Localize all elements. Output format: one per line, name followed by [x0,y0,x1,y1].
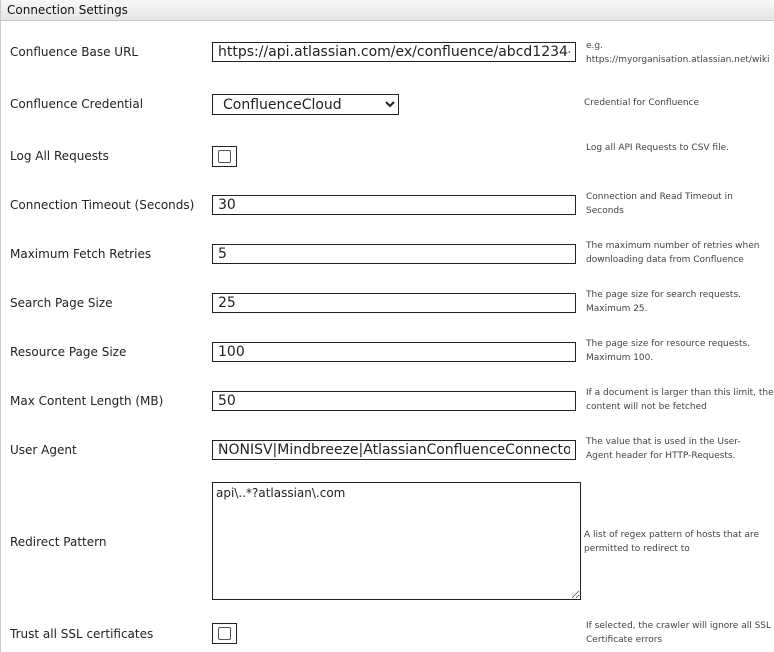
search-page-size-label: Search Page Size [10,296,113,310]
log-requests-checkbox[interactable] [212,146,237,167]
trust-ssl-help: If selected, the crawler will ignore all SSL Certificate errors [586,621,772,645]
user-agent-input[interactable] [212,440,576,460]
trust-ssl-checkbox[interactable] [212,623,237,644]
base-url-help: e.g. https://myorganisation.atlassian.net/wiki [586,41,770,65]
resource-page-size-help: The page size for resource requests. Maximum 100. [586,339,751,363]
timeout-label: Connection Timeout (Seconds) [10,198,195,212]
log-requests-label: Log All Requests [10,149,109,163]
resource-page-size-label: Resource Page Size [10,345,127,359]
credential-label: Confluence Credential [10,97,144,111]
credential-help: Credential for Confluence [584,98,700,108]
credential-select[interactable] [212,94,399,115]
timeout-help: Connection and Read Timeout in Seconds [586,192,733,216]
user-agent-help: The value that is used in the User-Agent header for HTTP-Requests. [586,437,741,461]
max-content-help: If a document is larger than this limit, the content will not be fetched [586,388,774,412]
trust-ssl-label: Trust all SSL certificates [10,627,154,641]
search-page-size-input[interactable] [212,293,576,313]
panel-header: Connection Settings [1,0,774,21]
redirect-pattern-textarea[interactable] [212,482,581,600]
retries-help: The maximum number of retries when downloading data from Confluence [586,241,760,265]
base-url-label: Confluence Base URL [10,45,139,59]
timeout-input[interactable] [212,195,576,215]
max-content-input[interactable] [212,391,576,411]
redirect-pattern-label: Redirect Pattern [10,535,107,549]
user-agent-label: User Agent [10,443,77,457]
max-content-label: Max Content Length (MB) [10,394,164,408]
base-url-input[interactable] [212,42,576,62]
log-requests-help: Log all API Requests to CSV file. [586,143,729,153]
resource-page-size-input[interactable] [212,342,576,362]
trust-ssl-checkbox-box[interactable] [218,627,231,640]
redirect-pattern-help: A list of regex pattern of hosts that are permitted to redirect to [584,530,760,554]
log-requests-checkbox-box[interactable] [218,150,231,163]
retries-label: Maximum Fetch Retries [10,247,152,261]
search-page-size-help: The page size for search requests. Maximum 25. [586,290,742,314]
retries-input[interactable] [212,244,576,264]
